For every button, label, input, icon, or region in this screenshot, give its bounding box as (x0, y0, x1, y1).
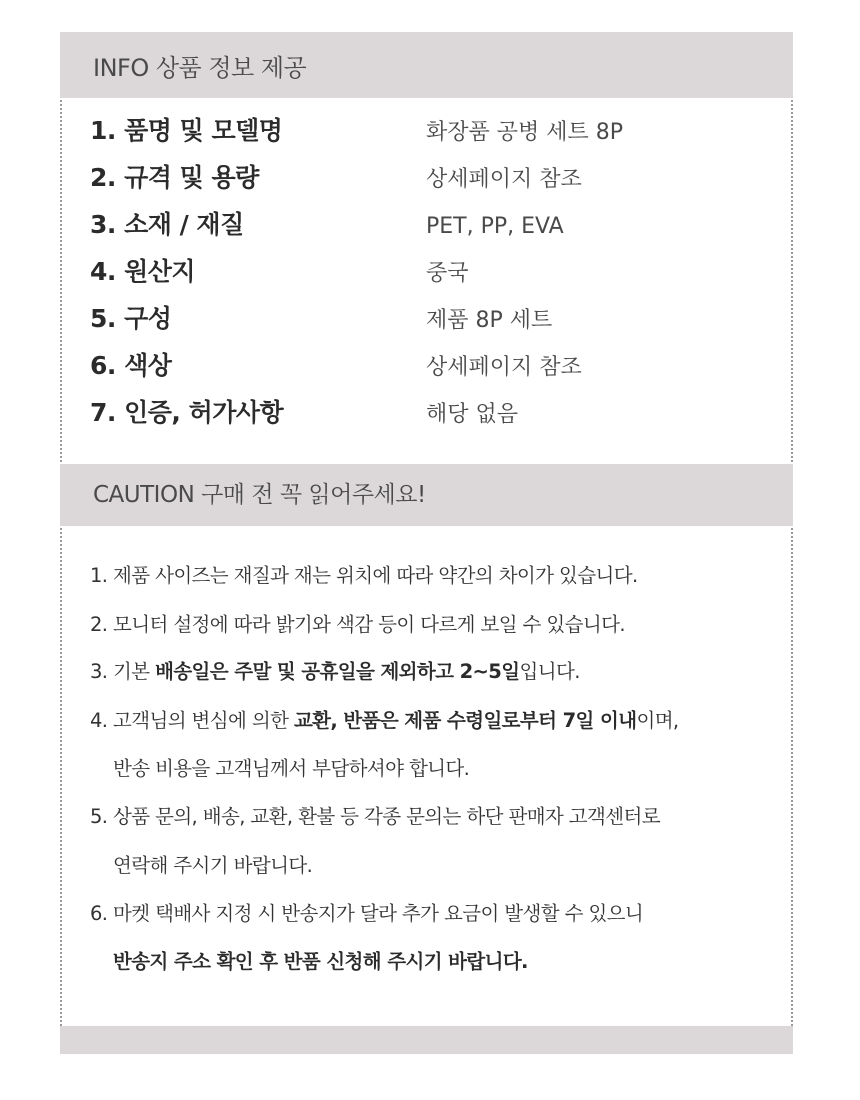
info-label: 4. 원산지 (90, 257, 196, 286)
caution-section-title: CAUTION 구매 전 꼭 읽어주세요! (93, 482, 426, 508)
caution-item-5-continued: 연락해 주시기 바랍니다. (113, 854, 313, 877)
info-value: 화장품 공병 세트 8P (426, 120, 624, 145)
info-row-color (90, 346, 770, 386)
info-label: 2. 규격 및 용량 (90, 163, 259, 192)
info-section-title: INFO 상품 정보 제공 (93, 54, 307, 82)
info-value: 상세페이지 참조 (426, 167, 582, 192)
info-label: 7. 인증, 허가사항 (90, 398, 284, 427)
caution-text: 입니다. (519, 660, 580, 683)
caution-emphasis: 배송일은 주말 및 공휴일을 제외하고 2~5일 (155, 660, 520, 683)
caution-item-4 (90, 705, 679, 737)
caution-section-header (60, 464, 793, 526)
caution-item-3 (90, 656, 580, 688)
caution-item-6-continued (113, 946, 528, 978)
caution-item-2: 2. 모니터 설정에 따라 밝기와 색감 등이 다르게 보일 수 있습니다. (90, 613, 625, 636)
caution-text: 3. 기본 (90, 660, 156, 683)
info-label: 1. 품명 및 모델명 (90, 116, 283, 145)
info-label: 3. 소재 / 재질 (90, 210, 244, 239)
info-section-header (60, 32, 793, 98)
info-row-composition (90, 299, 770, 339)
info-value: 해당 없음 (426, 402, 519, 427)
info-row-origin (90, 252, 770, 292)
caution-emphasis: 반송지 주소 확인 후 반품 신청해 주시기 바랍니다. (113, 950, 528, 973)
caution-item-5: 5. 상품 문의, 배송, 교환, 환불 등 각종 문의는 하단 판매자 고객센터로 (90, 805, 660, 828)
info-label: 6. 색상 (90, 351, 172, 380)
info-label: 5. 구성 (90, 304, 172, 333)
info-value: PET, PP, EVA (426, 214, 564, 239)
caution-item-1: 1. 제품 사이즈는 재질과 재는 위치에 따라 약간의 차이가 있습니다. (90, 564, 638, 587)
info-value: 중국 (426, 261, 469, 286)
info-row-size (90, 158, 770, 198)
info-value: 상세페이지 참조 (426, 355, 582, 380)
info-row-certification (90, 393, 770, 433)
caution-item-4-continued: 반송 비용을 고객님께서 부담하셔야 합니다. (113, 757, 470, 780)
bottom-bar (60, 1026, 793, 1054)
caution-item-6: 6. 마켓 택배사 지정 시 반송지가 달라 추가 요금이 발생할 수 있으니 (90, 902, 644, 925)
info-row-model (90, 111, 770, 151)
caution-text: 이며, (636, 709, 679, 732)
caution-text: 4. 고객님의 변심에 의한 (90, 709, 294, 732)
info-row-material (90, 205, 770, 245)
caution-emphasis: 교환, 반품은 제품 수령일로부터 7일 이내 (293, 709, 637, 732)
info-value: 제품 8P 세트 (426, 308, 553, 333)
